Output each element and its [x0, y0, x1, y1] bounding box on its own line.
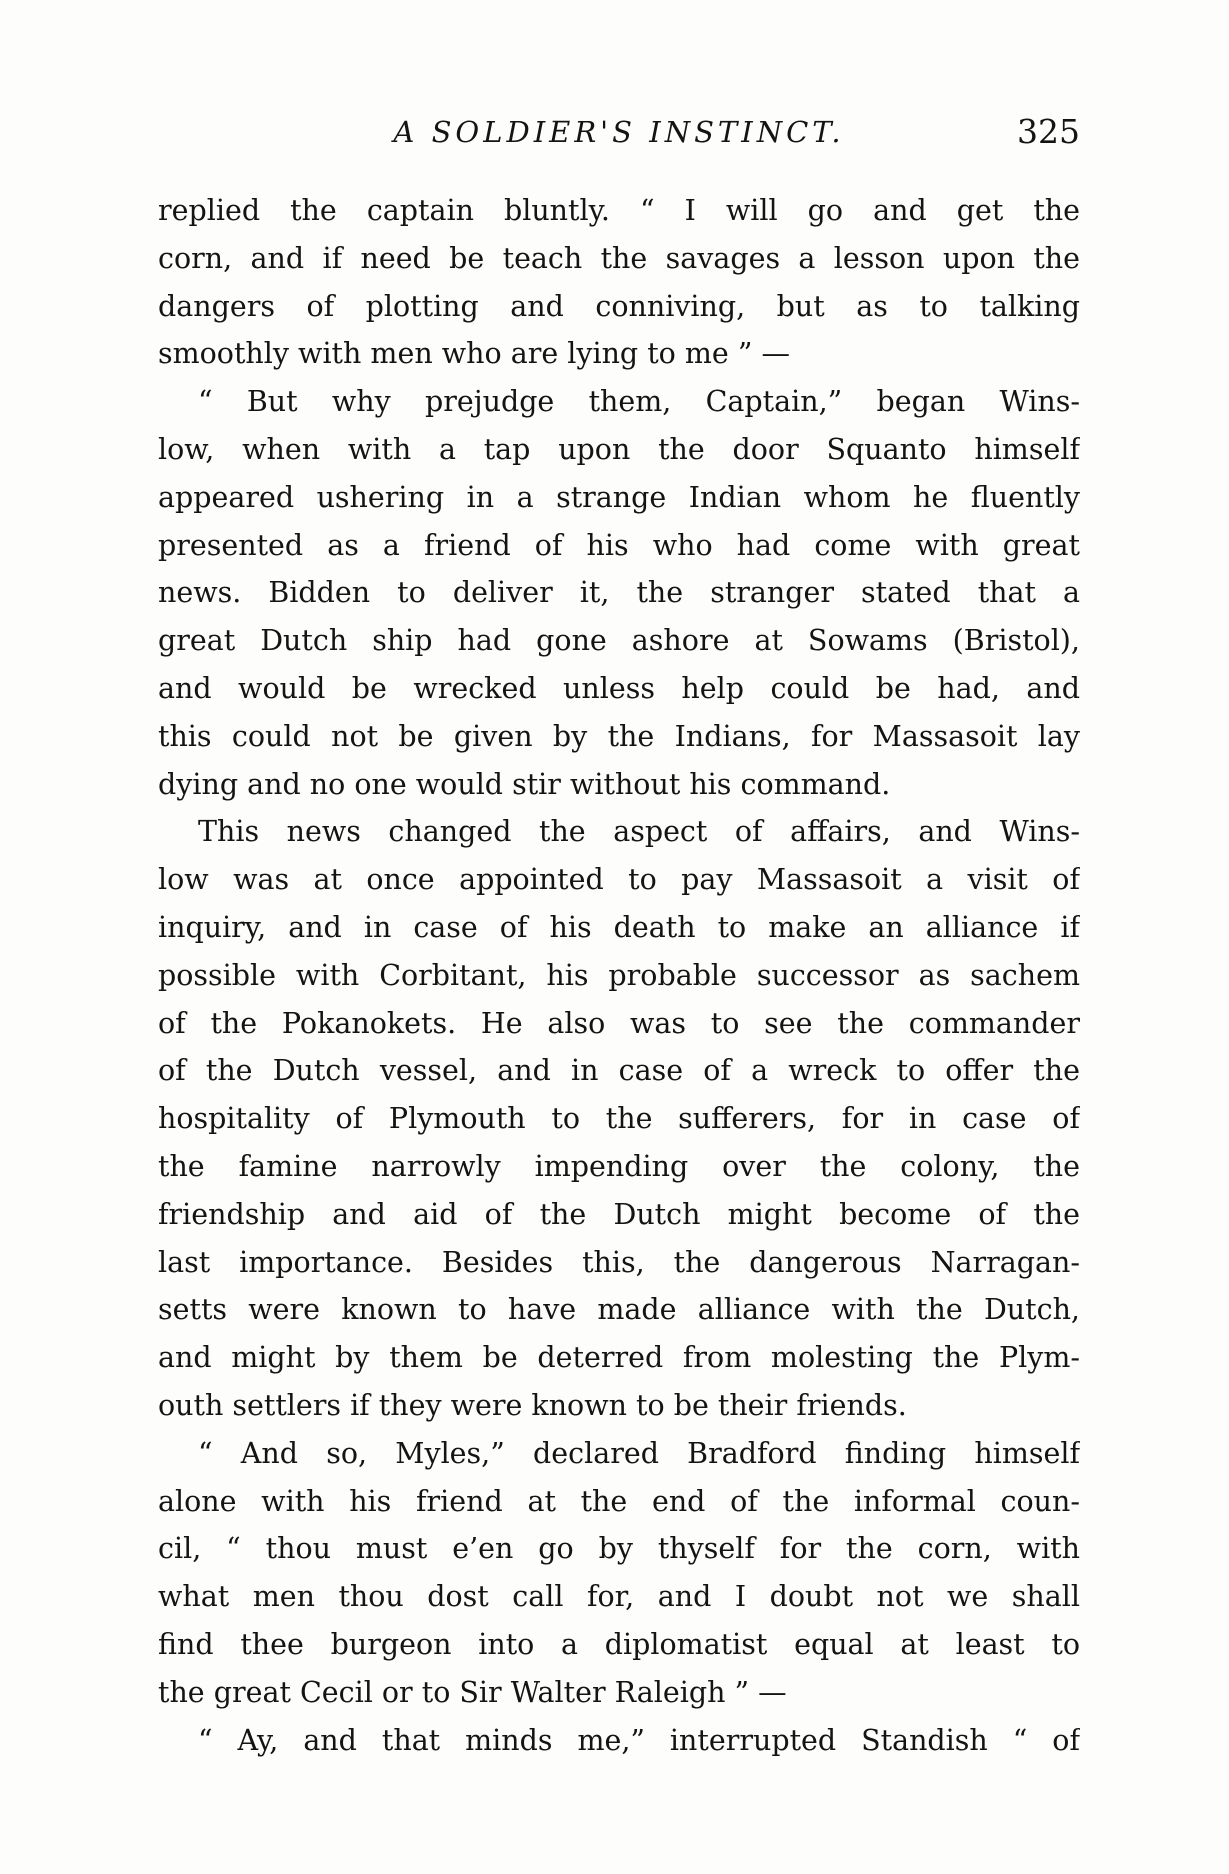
- text-line: “ But why prejudge them, Captain,” began Wins-: [198, 385, 1080, 419]
- text-line: friendship and aid of the Dutch might become of the: [158, 1197, 1080, 1231]
- text-line: “ And so, Myles,” declared Bradford finding himself: [198, 1436, 1080, 1470]
- text-line: and would be wrecked unless help could be had, and: [158, 671, 1080, 705]
- body-text: [158, 187, 1080, 1764]
- text-line: news. Bidden to deliver it, the stranger stated that a: [158, 576, 1080, 610]
- text-line: this could not be given by the Indians, for Massasoit lay: [158, 719, 1080, 753]
- text-line: corn, and if need be teach the savages a lesson upon the: [158, 241, 1080, 275]
- text-line: outh settlers if they were known to be their friends.: [158, 1388, 907, 1422]
- text-line: presented as a friend of his who had come with great: [158, 528, 1080, 562]
- text-line: and might by them be deterred from molesting the Plym-: [158, 1341, 1080, 1375]
- text-line: inquiry, and in case of his death to make an alliance if: [158, 910, 1080, 944]
- text-line: “ Ay, and that minds me,” interrupted Standish “ of: [198, 1723, 1080, 1757]
- text-line: This news changed the aspect of affairs, and Wins-: [198, 815, 1080, 849]
- text-line: find thee burgeon into a diplomatist equal at least to: [158, 1627, 1080, 1661]
- text-line: smoothly with men who are lying to me ” —: [158, 337, 790, 371]
- text-line: dying and no one would stir without his command.: [158, 767, 891, 801]
- text-line: what men thou dost call for, and I doubt not we shall: [158, 1580, 1080, 1614]
- page-header: [158, 108, 1080, 156]
- text-line: last importance. Besides this, the dangerous Narragan-: [158, 1245, 1080, 1279]
- text-line: of the Pokanokets. He also was to see the commander: [158, 1006, 1080, 1040]
- text-line: possible with Corbitant, his probable successor as sachem: [158, 958, 1080, 992]
- text-line: the great Cecil or to Sir Walter Raleigh ” —: [158, 1675, 787, 1709]
- text-line: dangers of plotting and conniving, but as to talking: [158, 289, 1080, 323]
- text-line: appeared ushering in a strange Indian whom he fluently: [158, 480, 1080, 514]
- text-line: replied the captain bluntly. “ I will go and get the: [158, 194, 1080, 227]
- text-line: setts were known to have made alliance with the Dutch,: [158, 1293, 1080, 1327]
- text-line: alone with his friend at the end of the informal coun-: [158, 1484, 1080, 1518]
- text-line: low was at once appointed to pay Massasoit a visit of: [158, 863, 1080, 897]
- text-line: cil, “ thou must e’en go by thyself for the corn, with: [158, 1532, 1080, 1566]
- running-title: A SOLDIER'S INSTINCT.: [393, 115, 845, 149]
- text-line: the famine narrowly impending over the colony, the: [158, 1149, 1080, 1183]
- text-line: low, when with a tap upon the door Squanto himself: [158, 432, 1080, 466]
- page-number: 325: [1017, 112, 1080, 151]
- text-line: great Dutch ship had gone ashore at Sowams (Bristol),: [158, 624, 1080, 658]
- text-line: hospitality of Plymouth to the sufferers, for in case of: [158, 1102, 1080, 1136]
- text-line: of the Dutch vessel, and in case of a wreck to offer the: [158, 1054, 1080, 1088]
